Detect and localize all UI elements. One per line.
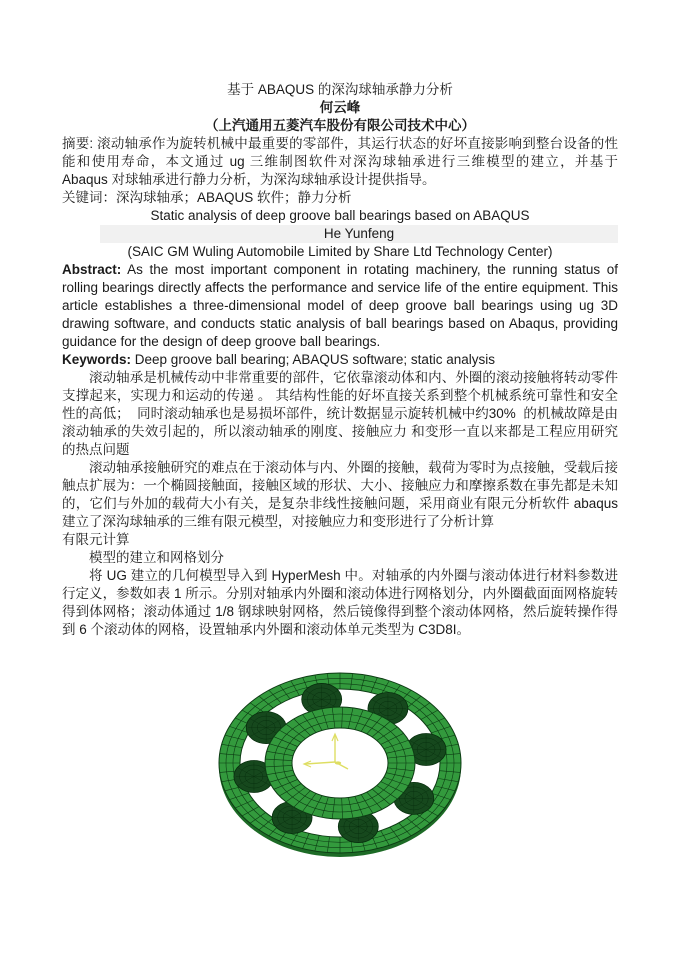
body-paragraph-1: 滚动轴承是机械传动中非常重要的部件，它依靠滚动体和内、外圈的滚动接触将转动零件支撑起来，实现力和运动的传递 。 其结构性能的好坏直接关系到整个机械系统可靠性和安全性的高低； 同时滚动轴承也是易损坏部件，统计数据显示旋转机械中约30% 的机械故障是由滚动轴承的失效引起的，所以滚动轴承的刚度、接触应力 和变形一直以来都是工程应用研究的热点问题: [62, 370, 618, 457]
body-paragraph-2: 滚动轴承接触研究的难点在于滚动体与内、外圈的接触，载荷为零时为点接触，受载后接触点扩展为：一个椭圆接触面，接触区域的形状、大小、接触应力和摩擦系数在事先都是未知的，它们与外加的载荷大小有关，是复杂非线性接触问题，采用商业有限元分析软件 abaqus 建立了深沟球轴承的三维有限元模型，对接触应力和变形进行了分析计算: [62, 460, 622, 529]
paper-title-cn: 基于 ABAQUS 的深沟球轴承静力分析: [227, 82, 453, 97]
keywords-en-text: Deep groove ball bearing; ABAQUS software; static analysis: [131, 352, 495, 367]
abstract-en: [62, 261, 622, 351]
paper-affiliation-cn: （上汽通用五菱汽车股份有限公司技术中心）: [205, 118, 475, 133]
paper-title-en: Static analysis of deep groove ball bearings based on ABAQUS: [150, 208, 530, 223]
abstract-cn: [62, 135, 622, 189]
keywords-cn-text: 深沟球轴承；ABAQUS 软件；静力分析: [116, 190, 352, 205]
section-heading-fem: 有限元计算: [62, 532, 130, 547]
paper-author-cn: 何云峰: [319, 100, 361, 115]
keywords-en: [62, 351, 618, 369]
bearing-figure: [62, 672, 618, 860]
paper-author-en: He Yunfeng: [100, 225, 618, 243]
abstract-cn-label: 摘要:: [62, 136, 94, 151]
body-paragraph-3: 将 UG 建立的几何模型导入到 HyperMesh 中。对轴承的内外圈与滚动体进行材料参数进行定义，参数如表 1 所示。分别对轴承内外圈和滚动体进行网格划分，内外圈截面面网格旋转得到体网格；滚动体通过 1/8 钢球映射网格，然后镜像得到整个滚动体网格，然后旋转操作得到 6 个滚动体的网格，设置轴承内外圈和滚动体单元类型为 C3D8I。: [62, 568, 618, 637]
section-subheading-model: 模型的建立和网格划分: [89, 550, 224, 565]
bearing-mesh-figure: [217, 672, 463, 860]
keywords-cn-label: 关键词：: [62, 190, 116, 205]
keywords-cn: [62, 189, 618, 207]
document-content: [62, 81, 622, 860]
paper-affiliation-en: (SAIC GM Wuling Automobile Limited by Share Ltd Technology Center): [127, 244, 553, 259]
abstract-en-text: As the most important component in rotating machinery, the running status of rolling bearings directly affects the performance and service life of the entire equipment. This article establishes a three-dimensional model of deep groove ball bearings using ug 3D drawing software, and conducts static analysis of ball bearings based on Abaqus, providing guidance for the design of deep groove ball bearings.: [62, 262, 622, 349]
abstract-cn-text: 滚动轴承作为旋转机械中最重要的零部件，其运行状态的好坏直接影响到整台设备的性能和使用寿命，本文通过 ug 三维制图软件对深沟球轴承进行三维模型的建立，并基于 Abaqus 对球轴承进行静力分析，为深沟球轴承设计提供指导。: [62, 136, 622, 187]
abstract-en-label: Abstract:: [62, 262, 122, 277]
keywords-en-label: Keywords:: [62, 352, 132, 367]
